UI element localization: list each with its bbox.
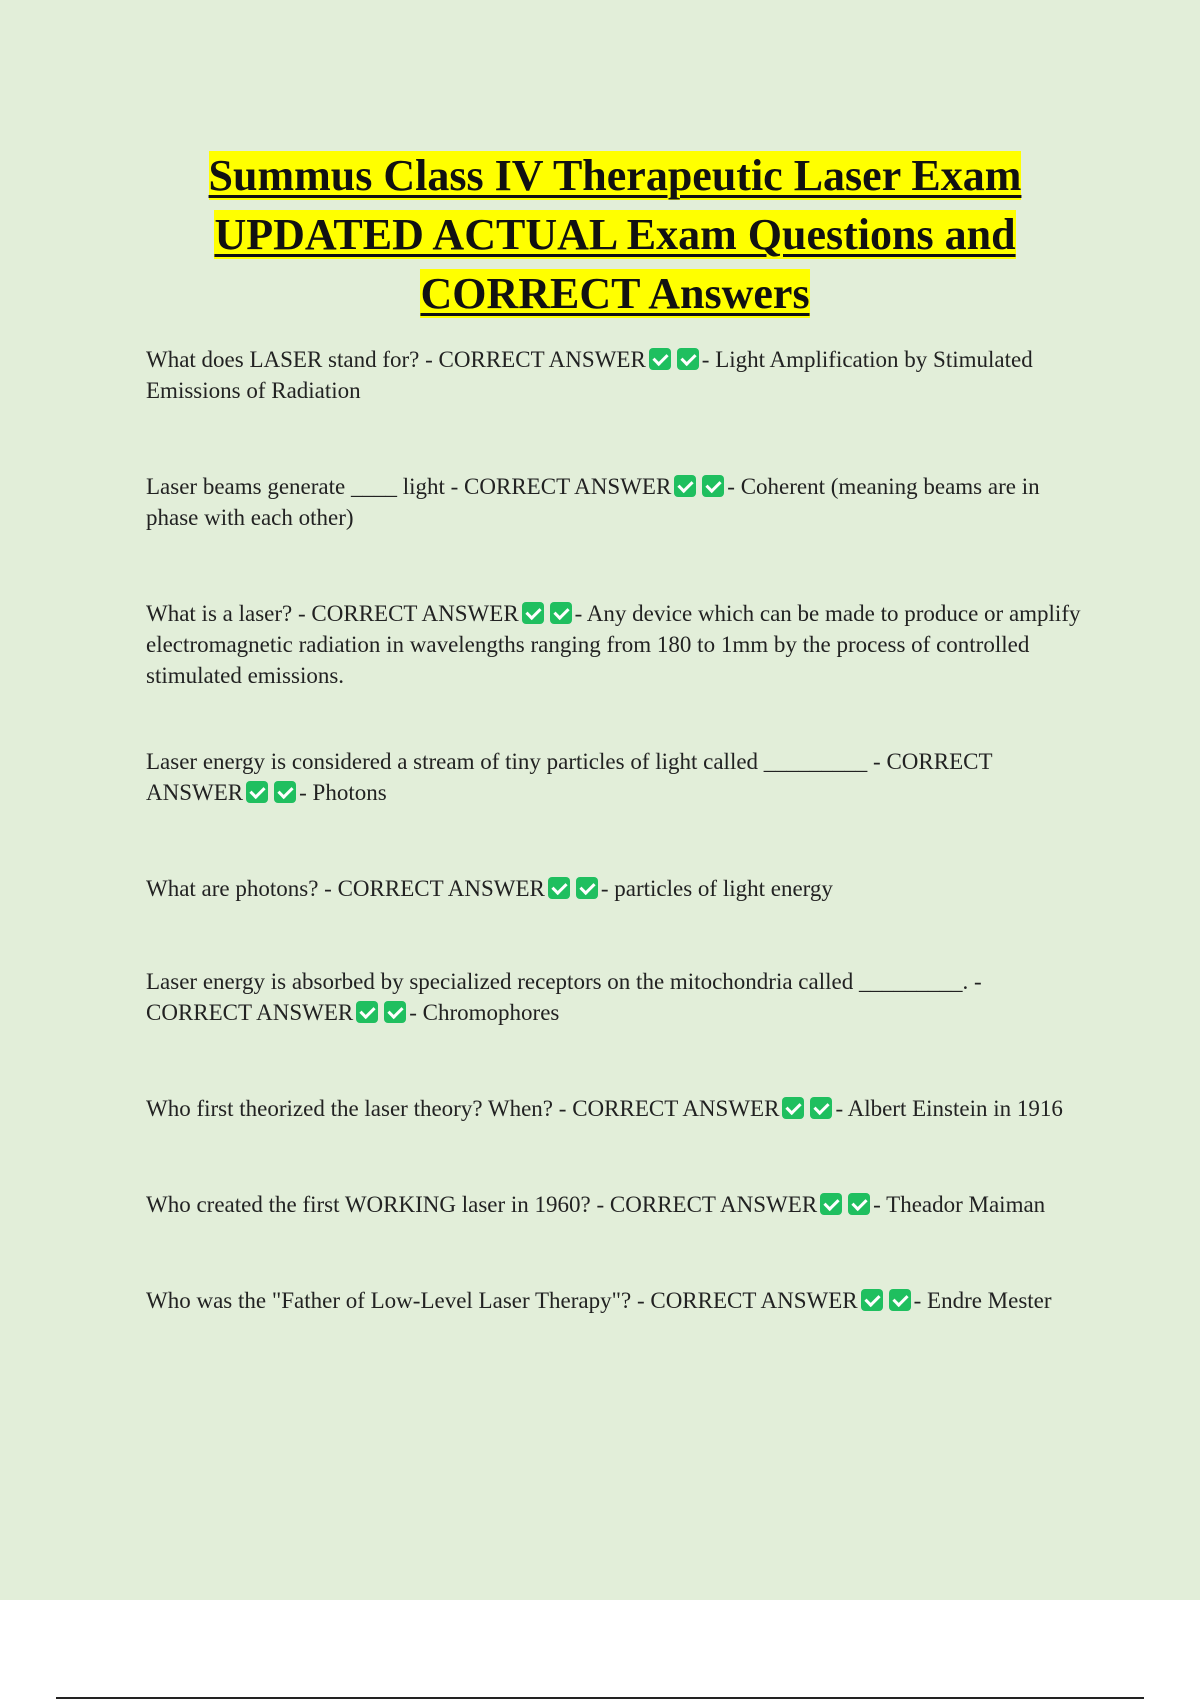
answer-text: - Theador Maiman xyxy=(873,1192,1046,1217)
check-mark-icon xyxy=(548,877,570,899)
qa-item xyxy=(146,1285,1092,1316)
title-line-2: UPDATED ACTUAL Exam Questions and xyxy=(214,210,1016,259)
check-mark-icon xyxy=(889,1289,911,1311)
question-text: Laser energy is absorbed by specialized receptors on the mitochondria called _________. - xyxy=(146,969,982,994)
qa-item xyxy=(146,966,1092,1028)
answer-text: - particles of light energy xyxy=(600,876,833,901)
answer-label: CORRECT ANSWER xyxy=(464,474,672,499)
check-mark-icon xyxy=(848,1193,870,1215)
check-mark-icon xyxy=(677,348,699,370)
qa-item xyxy=(146,471,1092,533)
qa-list xyxy=(146,344,1092,1316)
qa-item xyxy=(146,1189,1092,1220)
qa-item xyxy=(146,1093,1092,1124)
check-mark-icon xyxy=(782,1097,804,1119)
answer-text: - Any device which can be made to produce or amplify electromagnetic radiation in wavelengths ranging from 180 to 1mm by the process of controlled stimulated emissions. xyxy=(146,601,1081,688)
question-text: Laser beams generate ____ light - xyxy=(146,474,459,499)
answer-label: CORRECT ANSWER xyxy=(146,749,993,805)
check-mark-icon xyxy=(649,348,671,370)
question-text: Laser energy is considered a stream of tiny particles of light called _________ - xyxy=(146,749,881,774)
document-title xyxy=(140,146,1090,323)
question-text: Who first theorized the laser theory? When? - xyxy=(146,1096,567,1121)
answer-text: - Endre Mester xyxy=(913,1288,1052,1313)
check-mark-icon xyxy=(550,602,572,624)
question-text: What does LASER stand for? - xyxy=(146,347,433,372)
answer-label: CORRECT ANSWER xyxy=(438,347,646,372)
answer-text: - Coherent (meaning beams are in phase with each other) xyxy=(146,474,1040,530)
check-mark-icon xyxy=(702,475,724,497)
check-mark-icon xyxy=(674,475,696,497)
check-mark-icon xyxy=(356,1001,378,1023)
qa-item xyxy=(146,344,1092,406)
qa-item xyxy=(146,598,1092,691)
qa-item xyxy=(146,873,1092,904)
check-mark-icon xyxy=(810,1097,832,1119)
answer-label: CORRECT ANSWER xyxy=(311,601,519,626)
answer-text: - Albert Einstein in 1916 xyxy=(835,1096,1063,1121)
check-mark-icon xyxy=(246,781,268,803)
question-text: Who was the "Father of Low-Level Laser Therapy"? - xyxy=(146,1288,645,1313)
check-mark-icon xyxy=(274,781,296,803)
title-line-3: CORRECT Answers xyxy=(420,269,810,318)
check-mark-icon xyxy=(384,1001,406,1023)
question-text: What are photons? - xyxy=(146,876,332,901)
bottom-divider xyxy=(56,1697,1144,1699)
answer-text: - Photons xyxy=(299,780,387,805)
answer-label: CORRECT ANSWER xyxy=(572,1096,780,1121)
check-mark-icon xyxy=(861,1289,883,1311)
title-line-1: Summus Class IV Therapeutic Laser Exam xyxy=(208,151,1022,200)
answer-label: CORRECT ANSWER xyxy=(650,1288,858,1313)
question-text: What is a laser? - xyxy=(146,601,306,626)
question-text: Who created the first WORKING laser in 1960? - xyxy=(146,1192,605,1217)
qa-item xyxy=(146,746,1092,808)
answer-text: - Light Amplification by Stimulated Emissions of Radiation xyxy=(146,347,1033,403)
answer-label: CORRECT ANSWER xyxy=(146,1000,354,1025)
answer-label: CORRECT ANSWER xyxy=(337,876,545,901)
check-mark-icon xyxy=(522,602,544,624)
check-mark-icon xyxy=(576,877,598,899)
answer-text: - Chromophores xyxy=(409,1000,560,1025)
answer-label: CORRECT ANSWER xyxy=(609,1192,818,1217)
check-mark-icon xyxy=(820,1193,842,1215)
